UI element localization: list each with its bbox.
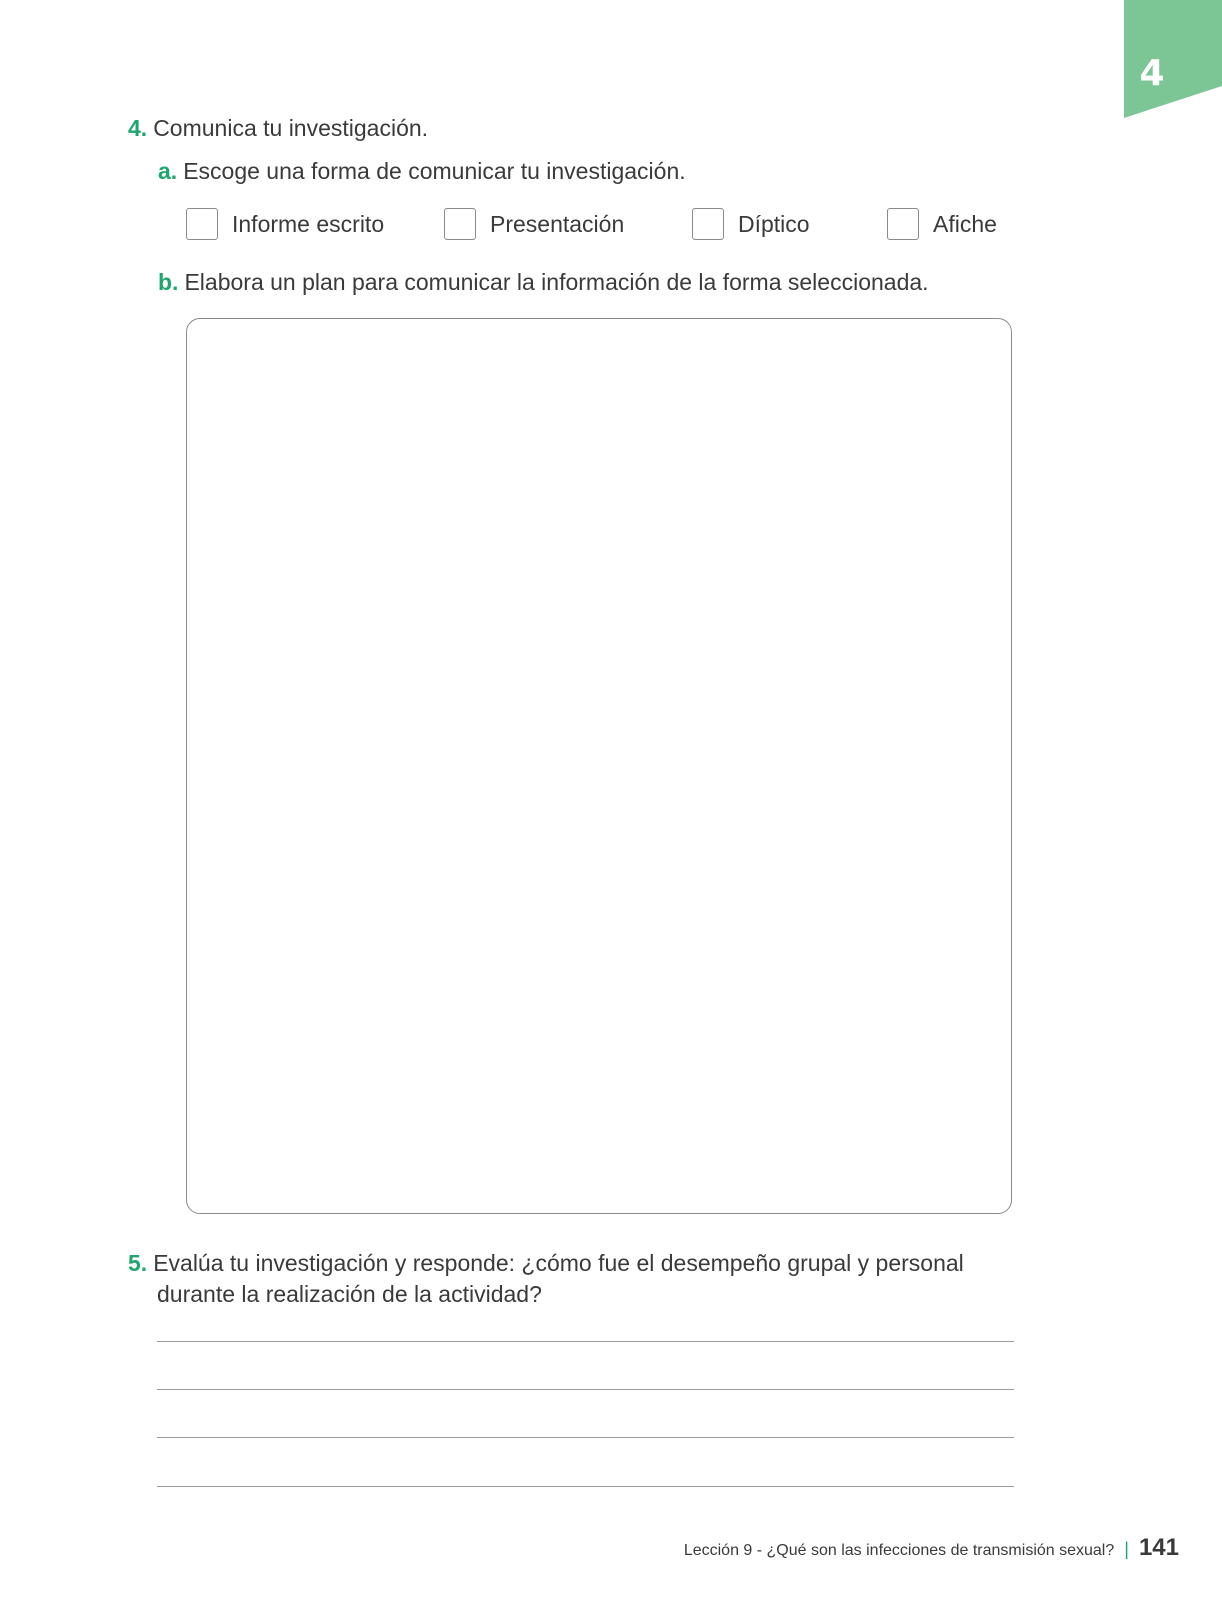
checkbox-informe-escrito[interactable] — [186, 208, 218, 240]
question-4a-letter: a. — [158, 158, 178, 184]
page-number: 141 — [1138, 1534, 1179, 1561]
option-informe-escrito[interactable] — [186, 207, 384, 241]
page-footer — [684, 1534, 1179, 1562]
footer-separator: | — [1124, 1539, 1129, 1559]
question-5-line2: durante la realización de la actividad? — [157, 1281, 542, 1307]
question-4b — [158, 268, 929, 296]
unit-number: 4 — [1139, 53, 1165, 94]
checkbox-presentacion[interactable] — [444, 208, 476, 240]
option-diptico[interactable] — [692, 207, 810, 241]
question-4a-text: Escoge una forma de comunicar tu investigación. — [183, 158, 686, 184]
question-4b-text: Elabora un plan para comunicar la información de la forma seleccionada. — [184, 269, 929, 295]
question-4-text: Comunica tu investigación. — [153, 115, 429, 141]
question-4-number: 4. — [128, 115, 148, 141]
answer-line[interactable] — [157, 1486, 1014, 1487]
footer-lesson-title: Lección 9 - ¿Qué son las infecciones de transmisión sexual? — [683, 1542, 1115, 1559]
plan-answer-box[interactable] — [186, 318, 1012, 1214]
option-label: Díptico — [738, 211, 810, 237]
question-4a — [158, 157, 686, 185]
question-5 — [128, 1248, 1008, 1310]
option-label: Presentación — [490, 211, 625, 237]
answer-line[interactable] — [157, 1389, 1014, 1390]
option-afiche[interactable] — [887, 207, 997, 241]
option-presentacion[interactable] — [444, 207, 624, 241]
question-4b-letter: b. — [158, 269, 179, 295]
question-5-line1: Evalúa tu investigación y responde: ¿cómo fue el desempeño grupal y personal — [153, 1250, 964, 1276]
unit-tab — [1124, 0, 1222, 118]
checkbox-diptico[interactable] — [692, 208, 724, 240]
option-label: Informe escrito — [232, 211, 385, 237]
checkbox-afiche[interactable] — [887, 208, 919, 240]
answer-line[interactable] — [157, 1341, 1014, 1342]
answer-line[interactable] — [157, 1437, 1014, 1438]
question-4 — [128, 114, 428, 142]
option-label: Afiche — [933, 211, 997, 237]
question-5-number: 5. — [128, 1250, 148, 1276]
